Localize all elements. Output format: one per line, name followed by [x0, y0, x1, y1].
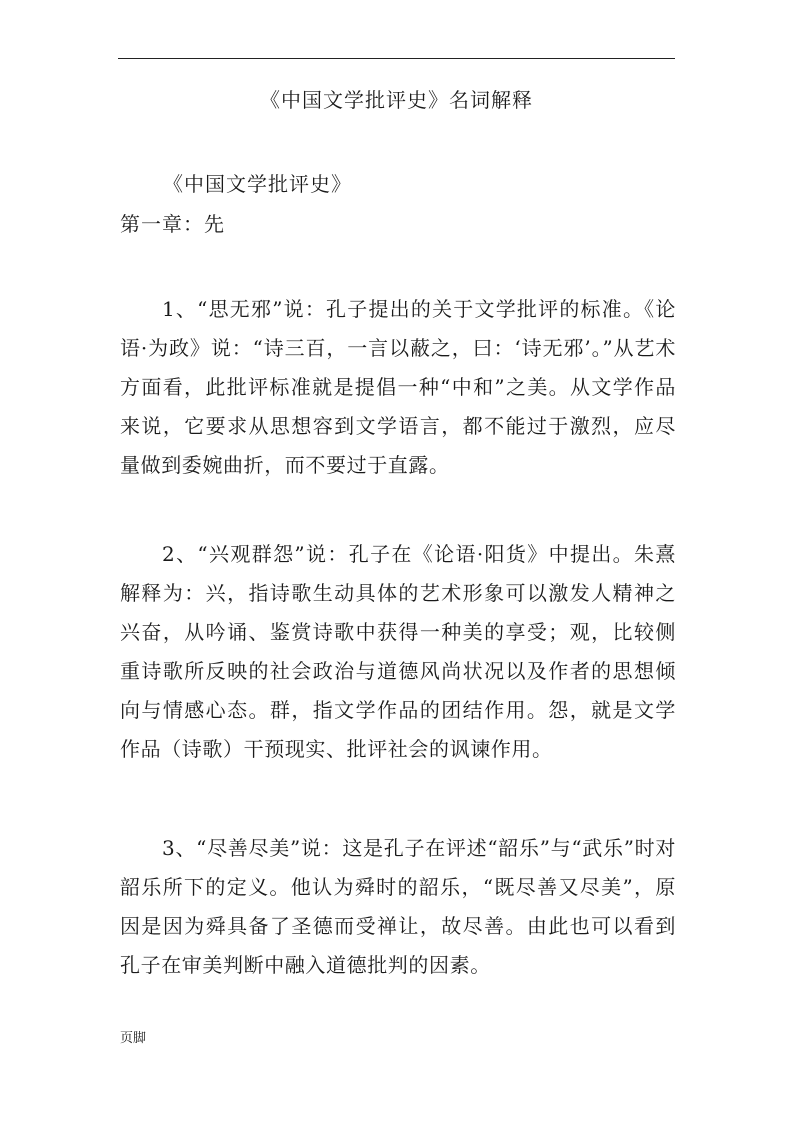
- term-entry-2: 2、“兴观群怨”说：孔子在《论语·阳货》中提出。朱熹解释为：兴，指诗歌生动具体的艺术形象可以激发人精神之兴奋，从吟诵、鉴赏诗歌中获得一种美的享受；观，比较侧重诗歌所反映的社会政治与道德风尚状况以及作者的思想倾向与情感心态。群，指文学作品的团结作用。怨，就是文学作品（诗歌）干预现实、批评社会的讽谏作用。: [120, 542, 676, 761]
- term-entry-3: 3、“尽善尽美”说：这是孔子在评述“韶乐”与“武乐”时对韶乐所下的定义。他认为舜时的韶乐，“既尽善又尽美”，原因是因为舜具备了圣德而受禅让，故尽善。由此也可以看到孔子在审美判断中融入道德批判的因素。: [120, 836, 676, 977]
- page-footer: 页脚: [120, 1031, 147, 1046]
- term-entry-1: 1、“思无邪”说：孔子提出的关于文学批评的标准。《论语·为政》说：“诗三百，一言以蔽之，曰：‘诗无邪’。”从艺术方面看，此批评标准就是提倡一种“中和”之美。从文学作品来说，它要求从思想容到文学语言，都不能过于激烈，应尽量做到委婉曲折，而不要过于直露。: [120, 297, 676, 477]
- document-title: 《中国文学批评史》名词解释: [260, 88, 533, 112]
- header-rule: [118, 58, 675, 59]
- book-title: 《中国文学批评史》: [163, 172, 352, 196]
- chapter-heading: 第一章：先: [120, 212, 225, 236]
